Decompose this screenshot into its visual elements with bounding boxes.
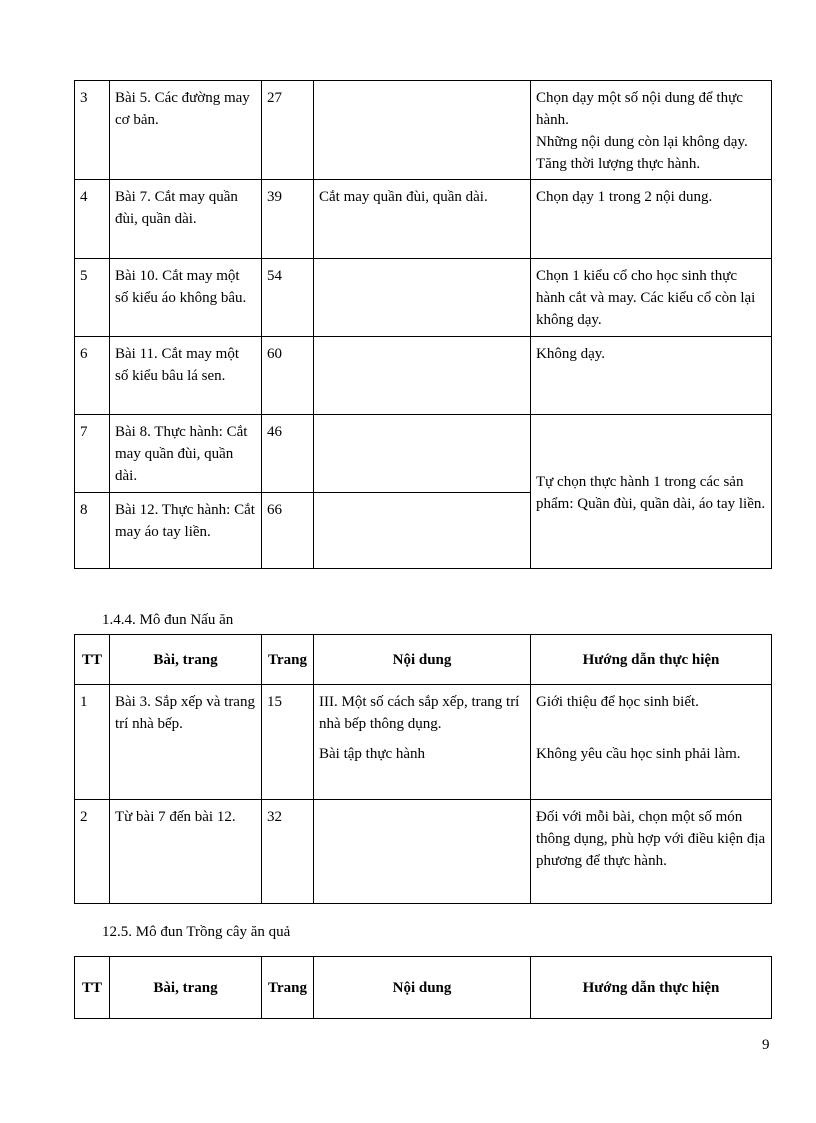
- content-line: III. Một số cách sắp xếp, trang trí nhà bếp thông dụng.: [319, 694, 520, 732]
- page-cell: 46: [262, 415, 314, 493]
- page-cell: 39: [262, 180, 314, 259]
- table-row: [75, 415, 772, 493]
- lesson-cell: Bài 11. Cắt may một số kiểu bâu lá sen.: [110, 337, 262, 415]
- content-cell: [314, 337, 531, 415]
- lesson-cell: Bài 8. Thực hành: Cắt may quần đùi, quần dài.: [110, 415, 262, 493]
- header-tt: TT: [75, 957, 110, 1019]
- guidance-line: Chọn dạy một số nội dung để thực hành.: [536, 90, 743, 128]
- page-cell: 54: [262, 259, 314, 337]
- guidance-cell: Chọn dạy 1 trong 2 nội dung.: [531, 180, 772, 259]
- guidance-line: Không yêu cầu học sinh phải làm.: [536, 746, 741, 762]
- cooking-module-table: [74, 634, 772, 904]
- header-lesson: Bài, trang: [110, 957, 262, 1019]
- sewing-module-table: [74, 80, 772, 569]
- content-cell: [314, 685, 531, 800]
- page-number: 9: [762, 1037, 770, 1053]
- table-row: [75, 180, 772, 259]
- lesson-cell: Bài 7. Cắt may quần đùi, quần dài.: [110, 180, 262, 259]
- row-number: 6: [75, 337, 110, 415]
- table-header-row: [75, 635, 772, 685]
- row-number: 1: [75, 685, 110, 800]
- guidance-line: Những nội dung còn lại không dạy.: [536, 134, 748, 150]
- content-cell: [314, 415, 531, 493]
- content-cell: [314, 81, 531, 180]
- guidance-line: Tăng thời lượng thực hành.: [536, 156, 701, 172]
- row-number: 7: [75, 415, 110, 493]
- row-number: 5: [75, 259, 110, 337]
- header-lesson: Bài, trang: [110, 635, 262, 685]
- lesson-cell: Bài 10. Cắt may một số kiểu áo không bâu.: [110, 259, 262, 337]
- guidance-cell-merged: Tự chọn thực hành 1 trong các sản phẩm: Quần đùi, quần dài, áo tay liền.: [531, 415, 772, 569]
- table-header-row: [75, 957, 772, 1019]
- header-guidance: Hướng dẫn thực hiện: [531, 635, 772, 685]
- table-row: [75, 81, 772, 180]
- content-cell: [314, 800, 531, 904]
- guidance-cell: Đối với mỗi bài, chọn một số món thông dụng, phù hợp với điều kiện địa phương để thực hành.: [531, 800, 772, 904]
- row-number: 8: [75, 493, 110, 569]
- guidance-cell: [531, 685, 772, 800]
- guidance-line: Giới thiệu để học sinh biết.: [536, 694, 699, 710]
- lesson-cell: Bài 3. Sắp xếp và trang trí nhà bếp.: [110, 685, 262, 800]
- content-line: Bài tập thực hành: [319, 746, 426, 762]
- page-cell: 66: [262, 493, 314, 569]
- row-number: 3: [75, 81, 110, 180]
- section-caption-cooking: 1.4.4. Mô đun Nấu ăn: [102, 612, 234, 628]
- header-page: Trang: [262, 635, 314, 685]
- guidance-cell: Không dạy.: [531, 337, 772, 415]
- table-row: [75, 800, 772, 904]
- row-number: 4: [75, 180, 110, 259]
- content-cell: Cắt may quần đùi, quần dài.: [314, 180, 531, 259]
- table-row: [75, 259, 772, 337]
- page-cell: 27: [262, 81, 314, 180]
- lesson-cell: Bài 12. Thực hành: Cắt may áo tay liền.: [110, 493, 262, 569]
- header-page: Trang: [262, 957, 314, 1019]
- guidance-cell: [531, 81, 772, 180]
- page-cell: 60: [262, 337, 314, 415]
- header-tt: TT: [75, 635, 110, 685]
- table-row: [75, 337, 772, 415]
- page-cell: 15: [262, 685, 314, 800]
- content-cell: [314, 493, 531, 569]
- content-cell: [314, 259, 531, 337]
- lesson-cell: Từ bài 7 đến bài 12.: [110, 800, 262, 904]
- header-guidance: Hướng dẫn thực hiện: [531, 957, 772, 1019]
- section-caption-fruit-trees: 12.5. Mô đun Trồng cây ăn quả: [102, 924, 291, 940]
- header-content: Nội dung: [314, 957, 531, 1019]
- table-row: [75, 685, 772, 800]
- guidance-cell: Chọn 1 kiểu cổ cho học sinh thực hành cắt và may. Các kiểu cổ còn lại không dạy.: [531, 259, 772, 337]
- row-number: 2: [75, 800, 110, 904]
- lesson-cell: Bài 5. Các đường may cơ bản.: [110, 81, 262, 180]
- header-content: Nội dung: [314, 635, 531, 685]
- page-cell: 32: [262, 800, 314, 904]
- fruit-tree-module-table: [74, 956, 772, 1019]
